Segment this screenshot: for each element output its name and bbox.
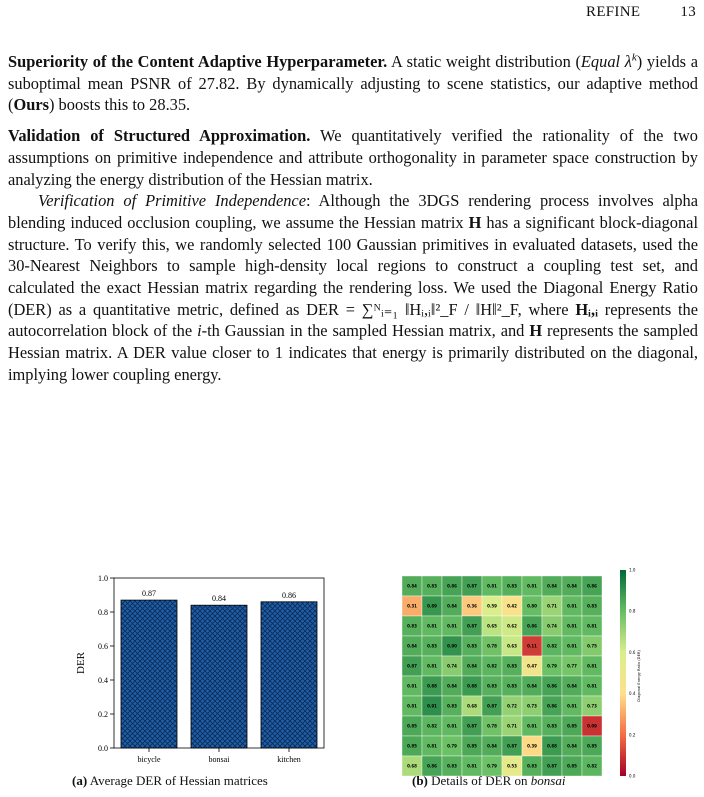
heatmap-cell-label: 0.88 [427, 683, 437, 689]
heatmap-cell-label: 0.85 [587, 743, 597, 749]
caption-b-text: Details of DER on [427, 773, 531, 788]
colorbar-tick-label: 1.0 [629, 567, 636, 573]
colorbar-label: Diagonal Energy Ratio (DER) [637, 650, 641, 702]
text: Hᵢ,ᵢ [575, 299, 598, 319]
heatmap-cell-label: 0.87 [467, 583, 477, 589]
heatmap-cell-label: 0.79 [487, 763, 497, 769]
colorbar [620, 570, 626, 776]
heatmap-cell-label: 0.83 [507, 583, 517, 589]
heatmap-cell-label: 0.84 [527, 683, 537, 689]
running-header [550, 4, 696, 21]
colorbar-tick-label: 0.6 [629, 649, 636, 655]
heatmap-cell-label: 0.87 [507, 743, 517, 749]
heatmap-cell-label: 0.87 [487, 703, 497, 709]
heatmap-cell-label: 0.82 [547, 643, 557, 649]
heatmap-cell-label: 0.84 [447, 683, 457, 689]
text: Ours [13, 95, 49, 115]
heatmap-cell-label: 0.83 [487, 683, 497, 689]
paragraph-adaptive [8, 51, 698, 116]
heatmap-cell-label: 0.80 [527, 603, 537, 609]
heatmap-cell-label: 0.81 [527, 583, 537, 589]
y-tick-label: 0.0 [98, 744, 108, 753]
heatmap-cell-label: 0.83 [447, 703, 457, 709]
caption-a [72, 773, 268, 789]
bar-bonsai [191, 605, 247, 748]
heatmap-cell-label: 0.85 [567, 763, 577, 769]
y-tick-label: 0.6 [98, 642, 108, 651]
bar-value-label: 0.86 [282, 590, 296, 600]
text: ) yields a suboptimal mean PSNR of 27.82. By dynamically adjusting to scene statistics, our adaptive method ( [8, 52, 698, 115]
heatmap-cell-label: 0.85 [467, 743, 477, 749]
heatmap-cell-label: 0.81 [427, 743, 437, 749]
heatmap-cell-label: 0.87 [467, 623, 477, 629]
colorbar-tick-label: 0.0 [629, 773, 636, 779]
heatmap-cell-label: 0.87 [407, 663, 417, 669]
bar-bicycle [121, 600, 177, 748]
heatmap-cell-label: 0.53 [507, 763, 517, 769]
heatmap-cell-label: 0.81 [587, 623, 597, 629]
heatmap-cell-label: 0.83 [507, 683, 517, 689]
bar-value-label: 0.87 [142, 589, 156, 599]
heatmap-cell-label: 0.84 [567, 743, 577, 749]
heatmap-cell-label: 0.81 [567, 623, 577, 629]
heatmap-cell-label: 0.73 [587, 703, 597, 709]
paragraph-validation [8, 125, 698, 190]
text: i [197, 321, 202, 341]
heatmap-cell-label: 0.78 [487, 643, 497, 649]
heatmap-cell-label: 0.83 [447, 763, 457, 769]
heatmap-cell-label: 0.84 [407, 643, 417, 649]
bar-value-label: 0.84 [212, 594, 226, 604]
heatmap-cell-label: 0.81 [407, 703, 417, 709]
heatmap-cell-label: 0.85 [407, 743, 417, 749]
heatmap-cell-label: 0.81 [587, 663, 597, 669]
heatmap-cell-label: 0.72 [507, 703, 517, 709]
heatmap-cell-label: 0.74 [447, 663, 457, 669]
heatmap-cell-label: 0.84 [447, 603, 457, 609]
heatmap-cell-label: 0.81 [567, 703, 577, 709]
heatmap-cell-label: 0.75 [587, 643, 597, 649]
heatmap-cell-label: 0.31 [407, 603, 417, 609]
heatmap-cell-label: 0.68 [467, 703, 477, 709]
heatmap-cell-label: 0.62 [507, 623, 517, 629]
heatmap-cell-label: 0.83 [467, 643, 477, 649]
colorbar-tick-label: 0.2 [629, 732, 636, 738]
heatmap-cell-label: 0.89 [427, 603, 437, 609]
heatmap-cell-label: 0.83 [427, 643, 437, 649]
heatmap-cell-label: 0.86 [547, 703, 557, 709]
heatmap-cell-label: 0.11 [527, 643, 537, 649]
heatmap-cell-label: 0.83 [407, 623, 417, 629]
heatmap-cell-label: 0.39 [527, 743, 537, 749]
heading-adaptive: Superiority of the Content Adaptive Hyperparameter. [8, 52, 388, 71]
text: k [631, 51, 637, 64]
heatmap-cell-label: 0.81 [567, 643, 577, 649]
heatmap-cell-label: 0.84 [567, 583, 577, 589]
running-title: REFINE [586, 4, 641, 20]
text: ) boosts this to 28.35. [49, 95, 191, 115]
heatmap-cell-label: 0.91 [427, 703, 437, 709]
text: : Although the 3DGS rendering process involves alpha blending induced occlusion coupling, we assume the Hessian matrix [8, 191, 698, 232]
heatmap-cell-label: 0.84 [487, 743, 497, 749]
heatmap-cell-label: 0.85 [567, 723, 577, 729]
heatmap-cell-label: 0.83 [587, 603, 597, 609]
heatmap-cell-label: 0.83 [527, 763, 537, 769]
colorbar-tick-label: 0.8 [629, 608, 636, 614]
der-heatmap [398, 566, 641, 779]
heatmap-cell-label: 0.81 [447, 623, 457, 629]
heatmap-cell-label: 0.83 [427, 583, 437, 589]
der-formula: ∑ᴺᵢ₌₁ ‖Hᵢ,ᵢ‖²_F / ‖H‖²_F [361, 299, 518, 319]
x-tick-label: kitchen [277, 755, 301, 764]
text: H [468, 212, 482, 232]
bar-kitchen [261, 602, 317, 748]
heatmap-cell-label: 0.82 [487, 663, 497, 669]
y-tick-label: 1.0 [98, 574, 108, 583]
x-tick-label: bicycle [137, 755, 161, 764]
text: -th Gaussian in the sampled Hessian matrix, and [201, 321, 530, 341]
der-bar-chart [70, 566, 340, 771]
text: has a significant block-diagonal structure. To verify this, we randomly selected 100 Gaussian primitives in evaluated datasets, used the 30-Nearest Neighbors to sample high-density local regions to construct a coupling test set, and calculated the exact Hessian matrix regarding the rendering loss. We used the Diagonal Energy Ratio (DER) as a quantitative metric, defined as DER = [8, 212, 698, 319]
x-tick-label: bonsai [208, 755, 230, 764]
heatmap-cell-label: 0.81 [567, 603, 577, 609]
heatmap-cell-label: 0.86 [587, 583, 597, 589]
heatmap-cell-label: 0.36 [467, 603, 477, 609]
heatmap-cell-label: 0.81 [427, 623, 437, 629]
y-axis-label: DER [75, 652, 87, 674]
heatmap-cell-label: 0.81 [427, 663, 437, 669]
heatmap-cell-label: 0.73 [527, 703, 537, 709]
heatmap-cell-label: 0.87 [467, 723, 477, 729]
heatmap-cell-label: 0.81 [587, 683, 597, 689]
heatmap-cell-label: 0.81 [447, 723, 457, 729]
heatmap-cell-label: 0.87 [547, 763, 557, 769]
heatmap-cell-label: 0.86 [447, 583, 457, 589]
heatmap-cell-label: 0.88 [547, 743, 557, 749]
text: We quantitatively verified the rationality of the two assumptions on primitive independence and attribute orthogonality in parameter space construction by analyzing the energy distribution of the Hessian matrix. [8, 126, 698, 189]
y-tick-label: 0.4 [98, 676, 108, 685]
heatmap-cell-label: 0.63 [507, 643, 517, 649]
y-tick-label: 0.8 [98, 608, 108, 617]
heatmap-cell-label: 0.81 [467, 763, 477, 769]
heatmap-cell-label: 0.47 [527, 663, 537, 669]
heatmap-cell-label: 0.85 [407, 723, 417, 729]
heatmap-cell-label: 0.84 [567, 683, 577, 689]
text: Equal [580, 52, 621, 71]
heatmap-cell-label: 0.74 [547, 623, 557, 629]
heatmap-cell-label: 0.59 [487, 603, 497, 609]
caption-a-label: (a) [72, 773, 88, 788]
heatmap-cell-label: 0.86 [527, 623, 537, 629]
y-tick-label: 0.2 [98, 710, 108, 719]
heading-independence: Verification of Primitive Independence [38, 191, 306, 211]
heatmap-cell-label: 0.82 [587, 763, 597, 769]
heatmap-cell-label: 0.83 [547, 723, 557, 729]
paragraph-independence [8, 190, 698, 385]
heatmap-cell-label: 0.78 [487, 723, 497, 729]
heatmap-cell-label: 0.84 [547, 583, 557, 589]
text: A static weight distribution ( [387, 52, 581, 71]
caption-b-italic: bonsai [530, 773, 566, 788]
heatmap-cell-label: 0.81 [527, 723, 537, 729]
heatmap-cell-label: 0.42 [507, 603, 517, 609]
page-number: 13 [680, 4, 696, 20]
heatmap-cell-label: 0.81 [407, 683, 417, 689]
text: H [529, 321, 543, 341]
heatmap-cell-label: 0.84 [407, 583, 417, 589]
heading-validation: Validation of Structured Approximation. [8, 126, 311, 146]
body-text [8, 51, 698, 386]
heatmap-cell-label: 0.88 [467, 683, 477, 689]
heatmap-cell-label: 0.71 [547, 603, 557, 609]
heatmap-cell-label: 0.71 [507, 723, 517, 729]
text: represents the sampled Hessian matrix. A DER value closer to 1 indicates that energy is primarily distributed on the diagonal, implying lower coupling energy. [8, 321, 698, 384]
heatmap-cell-label: 0.68 [407, 763, 417, 769]
heatmap-cell-label: 0.90 [447, 643, 457, 649]
heatmap-cell-label: 0.77 [567, 663, 577, 669]
heatmap-cell-label: 0.82 [427, 723, 437, 729]
heatmap-cell-label: 0.84 [467, 663, 477, 669]
colorbar-tick-label: 0.4 [629, 691, 636, 697]
text: , where [517, 299, 576, 319]
heatmap-cell-label: 0.83 [507, 663, 517, 669]
heatmap-cell-label: 0.79 [547, 663, 557, 669]
heatmap-cell-label: 0.86 [547, 683, 557, 689]
caption-a-text: Average DER of Hessian matrices [87, 773, 268, 788]
heatmap-cell-label: 0.09 [587, 723, 597, 729]
heatmap-cell-label: 0.81 [487, 583, 497, 589]
text: represents the autocorrelation block of the [8, 299, 698, 341]
caption-b [412, 773, 565, 789]
heatmap-cell-label: 0.65 [487, 623, 497, 629]
heatmap-cell-label: 0.79 [447, 743, 457, 749]
caption-b-label: (b) [412, 773, 428, 788]
text: λ [620, 52, 632, 71]
heatmap-cell-label: 0.86 [427, 763, 437, 769]
